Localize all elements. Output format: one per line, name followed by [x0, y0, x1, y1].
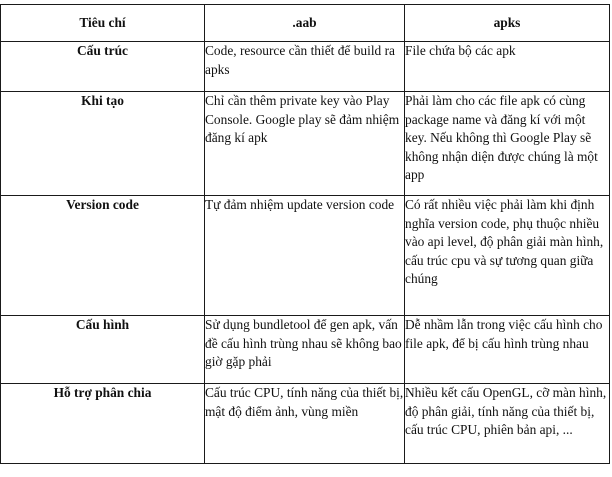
- header-row: [1, 5, 610, 42]
- table-row: [1, 316, 610, 384]
- criterion-cell: Cấu trúc: [1, 42, 205, 92]
- criterion-cell: Khi tạo: [1, 92, 205, 196]
- criterion-cell: Cấu hình: [1, 316, 205, 384]
- criterion-cell: Hỗ trợ phân chia: [1, 384, 205, 464]
- apks-cell: Dễ nhầm lẫn trong việc cấu hình cho file apk, để bị cấu hình trùng nhau: [405, 316, 610, 384]
- header-apks: apks: [405, 5, 610, 42]
- comparison-table: [0, 4, 610, 464]
- criterion-cell: Version code: [1, 196, 205, 316]
- table-row: [1, 384, 610, 464]
- aab-cell: Code, resource cần thiết để build ra apks: [205, 42, 405, 92]
- apks-cell: Nhiều kết cấu OpenGL, cỡ màn hình, độ phân giải, tính năng của thiết bị, cấu trúc CPU, phiên bản api, ...: [405, 384, 610, 464]
- apks-cell: Phải làm cho các file apk có cùng package name và đăng kí với một key. Nếu không thì Google Play sẽ không nhận diện được chúng là một app: [405, 92, 610, 196]
- table-row: [1, 42, 610, 92]
- apks-cell: File chứa bộ các apk: [405, 42, 610, 92]
- aab-cell: Cấu trúc CPU, tính năng của thiết bị, mật độ điểm ảnh, vùng miền: [205, 384, 405, 464]
- table-row: [1, 92, 610, 196]
- apks-cell: Có rất nhiều việc phải làm khi định nghĩa version code, phụ thuộc nhiều vào api level, độ phân giải màn hình, cấu trúc cpu và sự tương quan giữa chúng: [405, 196, 610, 316]
- header-aab: .aab: [205, 5, 405, 42]
- aab-cell: Chỉ cần thêm private key vào Play Console. Google play sẽ đảm nhiệm đăng kí apk: [205, 92, 405, 196]
- table-row: [1, 196, 610, 316]
- header-criteria: Tiêu chí: [1, 5, 205, 42]
- aab-cell: Tự đảm nhiệm update version code: [205, 196, 405, 316]
- aab-cell: Sử dụng bundletool để gen apk, vấn đề cấu hình trùng nhau sẽ không bao giờ gặp phải: [205, 316, 405, 384]
